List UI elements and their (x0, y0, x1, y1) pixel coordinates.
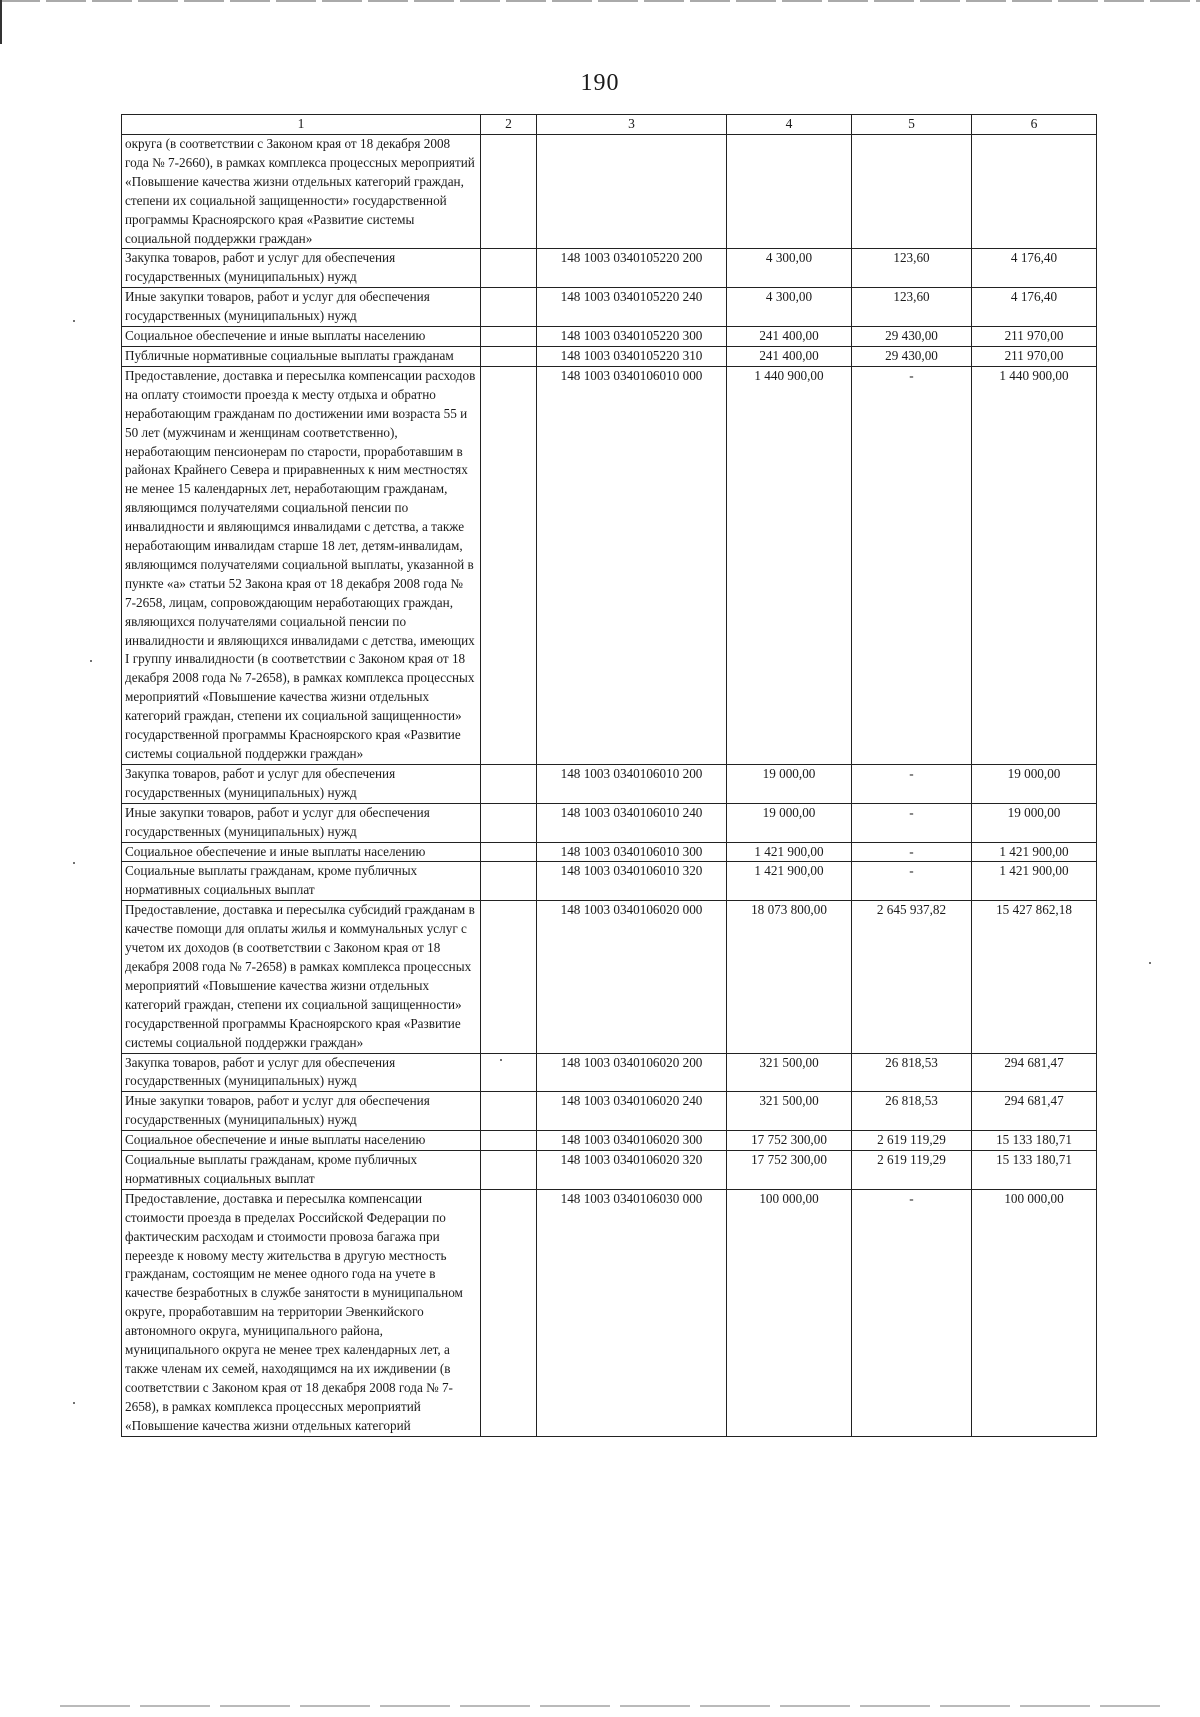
row-budget-code: 148 1003 0340105220 200 (537, 249, 727, 288)
row-value-col5: 29 430,00 (852, 346, 972, 366)
scan-speck (73, 862, 75, 864)
table-row (122, 366, 1097, 764)
row-value-col4: 321 500,00 (727, 1092, 852, 1131)
column-header: 5 (852, 115, 972, 135)
row-value-col6: 15 427 862,18 (972, 901, 1097, 1053)
row-budget-code: 148 1003 0340106020 300 (537, 1131, 727, 1151)
row-value-col6: 4 176,40 (972, 288, 1097, 327)
row-value-col5: - (852, 366, 972, 764)
row-col2 (481, 1131, 537, 1151)
row-budget-code: 148 1003 0340106020 200 (537, 1053, 727, 1092)
row-value-col5: - (852, 764, 972, 803)
row-budget-code: 148 1003 0340106010 300 (537, 842, 727, 862)
column-header: 3 (537, 115, 727, 135)
row-col2 (481, 1053, 537, 1092)
scan-edge-top (0, 0, 1200, 2)
row-description: Предоставление, доставка и пересылка компенсации расходов на оплату стоимости проезда к месту отдыха и обратно неработающим гражданам по достижении ими возраста 55 и 50 лет (мужчинам и женщинам соответственно), неработающим пенсионерам по старости, проработавшим в районах Крайнего Севера и приравненных к ним местностях не менее 15 календарных лет, неработающим гражданам, являющимся получателями социальной пенсии по инвалидности и являющимся инвалидами с детства, а также неработающим инвалидам старше 18 лет, детям-инвалидам, являющимся получателями социальной выплаты, указанной в пункте «а» статьи 52 Закона края от 18 декабря 2008 года № 7-2658, лицам, сопровождающим неработающих граждан, являющихся получателями социальной пенсии по инвалидности и являющихся инвалидами с детства, имеющих I группу инвалидности (в соответствии с Законом края от 18 декабря 2008 года № 7-2658), в рамках комплекса процессных мероприятий «Повышение качества жизни отдельных категорий граждан, степени их социальной защищенности» государственной программы Красноярского края «Развитие системы социальной поддержки граждан» (122, 366, 481, 764)
row-col2 (481, 842, 537, 862)
row-description: Иные закупки товаров, работ и услуг для обеспечения государственных (муниципальных) нужд (122, 1092, 481, 1131)
table-row (122, 288, 1097, 327)
row-value-col5: 2 645 937,82 (852, 901, 972, 1053)
row-budget-code (537, 135, 727, 249)
row-value-col5: 26 818,53 (852, 1053, 972, 1092)
row-value-col4: 241 400,00 (727, 327, 852, 347)
scan-edge-left (0, 0, 2, 44)
row-budget-code: 148 1003 0340105220 300 (537, 327, 727, 347)
row-description: Предоставление, доставка и пересылка компенсации стоимости проезда в пределах Российской Федерации по фактическим расходам и стоимости провоза багажа при переезде к новому месту жительства в другую местность гражданам, состоящим не менее одного года на учете в качестве безработных в службе занятости в муниципальном округе, проработавшим на территории Эвенкийского автономного округа, муниципального района, муниципального округа не менее трех календарных лет, а также членам их семей, находящимся на их иждивении (в соответствии с Законом края от 18 декабря 2008 года № 7-2658), в рамках комплекса процессных мероприятий «Повышение качества жизни отдельных категорий (122, 1189, 481, 1436)
row-value-col6: 1 421 900,00 (972, 842, 1097, 862)
row-value-col4: 1 440 900,00 (727, 366, 852, 764)
table-row (122, 249, 1097, 288)
row-value-col4: 1 421 900,00 (727, 842, 852, 862)
row-value-col6: 19 000,00 (972, 803, 1097, 842)
row-description: Социальные выплаты гражданам, кроме публичных нормативных социальных выплат (122, 1151, 481, 1190)
row-value-col5: - (852, 803, 972, 842)
row-budget-code: 148 1003 0340105220 240 (537, 288, 727, 327)
row-budget-code: 148 1003 0340106010 000 (537, 366, 727, 764)
table-row (122, 862, 1097, 901)
row-value-col5: 2 619 119,29 (852, 1131, 972, 1151)
row-value-col4: 17 752 300,00 (727, 1131, 852, 1151)
row-col2 (481, 135, 537, 249)
table-row (122, 842, 1097, 862)
row-value-col4: 4 300,00 (727, 288, 852, 327)
row-description: Социальные выплаты гражданам, кроме публичных нормативных социальных выплат (122, 862, 481, 901)
row-col2 (481, 1151, 537, 1190)
row-description: Социальное обеспечение и иные выплаты населению (122, 327, 481, 347)
row-value-col4: 1 421 900,00 (727, 862, 852, 901)
row-description: округа (в соответствии с Законом края от 18 декабря 2008 года № 7-2660), в рамках комплекса процессных мероприятий «Повышение качества жизни отдельных категорий граждан, степени их социальной защищенности» государственной программы Красноярского края «Развитие системы социальной поддержки граждан» (122, 135, 481, 249)
row-value-col6: 294 681,47 (972, 1092, 1097, 1131)
column-header: 6 (972, 115, 1097, 135)
row-description: Социальное обеспечение и иные выплаты населению (122, 1131, 481, 1151)
row-value-col6: 294 681,47 (972, 1053, 1097, 1092)
row-budget-code: 148 1003 0340106010 240 (537, 803, 727, 842)
table-row (122, 1151, 1097, 1190)
row-value-col4: 4 300,00 (727, 249, 852, 288)
row-value-col6 (972, 135, 1097, 249)
row-value-col5: 2 619 119,29 (852, 1151, 972, 1190)
row-value-col6: 211 970,00 (972, 346, 1097, 366)
table-row (122, 346, 1097, 366)
row-value-col6: 1 421 900,00 (972, 862, 1097, 901)
row-value-col5: - (852, 1189, 972, 1436)
scan-speck (1149, 962, 1151, 964)
table-row (122, 1092, 1097, 1131)
row-description: Иные закупки товаров, работ и услуг для обеспечения государственных (муниципальных) нужд (122, 803, 481, 842)
scan-edge-bottom (60, 1705, 1160, 1707)
scan-speck (73, 320, 75, 322)
table-row (122, 135, 1097, 249)
row-value-col6: 100 000,00 (972, 1189, 1097, 1436)
column-header: 4 (727, 115, 852, 135)
row-col2 (481, 346, 537, 366)
table-row (122, 327, 1097, 347)
row-value-col4: 19 000,00 (727, 803, 852, 842)
page-number: 190 (580, 70, 620, 96)
row-value-col5: 29 430,00 (852, 327, 972, 347)
row-col2 (481, 366, 537, 764)
row-description: Закупка товаров, работ и услуг для обеспечения государственных (муниципальных) нужд (122, 1053, 481, 1092)
row-col2 (481, 1092, 537, 1131)
row-value-col5: 26 818,53 (852, 1092, 972, 1131)
row-value-col6: 1 440 900,00 (972, 366, 1097, 764)
row-budget-code: 148 1003 0340106030 000 (537, 1189, 727, 1436)
row-col2 (481, 764, 537, 803)
table-row (122, 1053, 1097, 1092)
row-col2 (481, 1189, 537, 1436)
row-budget-code: 148 1003 0340106010 200 (537, 764, 727, 803)
row-value-col6: 15 133 180,71 (972, 1131, 1097, 1151)
row-description: Закупка товаров, работ и услуг для обеспечения государственных (муниципальных) нужд (122, 764, 481, 803)
row-budget-code: 148 1003 0340106020 000 (537, 901, 727, 1053)
row-description: Публичные нормативные социальные выплаты гражданам (122, 346, 481, 366)
row-description: Иные закупки товаров, работ и услуг для обеспечения государственных (муниципальных) нужд (122, 288, 481, 327)
row-value-col6: 15 133 180,71 (972, 1151, 1097, 1190)
row-col2 (481, 288, 537, 327)
row-col2 (481, 249, 537, 288)
row-value-col6: 19 000,00 (972, 764, 1097, 803)
row-value-col4: 19 000,00 (727, 764, 852, 803)
row-col2 (481, 901, 537, 1053)
row-description: Предоставление, доставка и пересылка субсидий гражданам в качестве помощи для оплаты жилья и коммунальных услуг с учетом их доходов (в соответствии с Законом края от 18 декабря 2008 года № 7-2658) в рамках комплекса процессных мероприятий «Повышение качества жизни отдельных категорий граждан, степени их социальной защищенности» государственной программы Красноярского края «Развитие системы социальной поддержки граждан» (122, 901, 481, 1053)
table-row (122, 1189, 1097, 1436)
row-value-col5: 123,60 (852, 249, 972, 288)
table-header-row (122, 115, 1097, 135)
row-value-col4: 18 073 800,00 (727, 901, 852, 1053)
row-col2 (481, 327, 537, 347)
row-value-col6: 4 176,40 (972, 249, 1097, 288)
table-row (122, 764, 1097, 803)
scan-speck (73, 1402, 75, 1404)
row-budget-code: 148 1003 0340106010 320 (537, 862, 727, 901)
row-value-col4: 241 400,00 (727, 346, 852, 366)
row-value-col5 (852, 135, 972, 249)
row-value-col4: 100 000,00 (727, 1189, 852, 1436)
table-row (122, 901, 1097, 1053)
row-description: Закупка товаров, работ и услуг для обеспечения государственных (муниципальных) нужд (122, 249, 481, 288)
table-row (122, 1131, 1097, 1151)
row-value-col4: 17 752 300,00 (727, 1151, 852, 1190)
row-value-col4 (727, 135, 852, 249)
row-col2 (481, 803, 537, 842)
row-value-col5: - (852, 842, 972, 862)
row-budget-code: 148 1003 0340106020 240 (537, 1092, 727, 1131)
row-value-col6: 211 970,00 (972, 327, 1097, 347)
column-header: 1 (122, 115, 481, 135)
row-col2 (481, 862, 537, 901)
row-description: Социальное обеспечение и иные выплаты населению (122, 842, 481, 862)
column-header: 2 (481, 115, 537, 135)
scan-speck (90, 660, 92, 662)
table-row (122, 803, 1097, 842)
row-value-col5: - (852, 862, 972, 901)
budget-table (121, 114, 1097, 1437)
row-value-col4: 321 500,00 (727, 1053, 852, 1092)
row-budget-code: 148 1003 0340106020 320 (537, 1151, 727, 1190)
row-value-col5: 123,60 (852, 288, 972, 327)
row-budget-code: 148 1003 0340105220 310 (537, 346, 727, 366)
